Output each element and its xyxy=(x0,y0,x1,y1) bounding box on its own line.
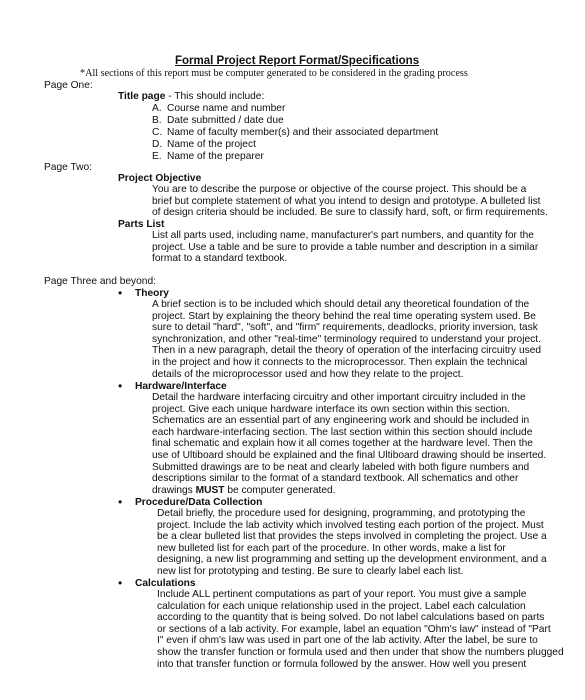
parts-list-body xyxy=(152,230,538,265)
text-line: show the transfer function or formula used and then under that show the numbers plugged xyxy=(157,646,564,658)
text-line: each hardware-interfacing section. The last section within this section should include xyxy=(152,426,533,438)
theory-body xyxy=(152,299,541,380)
calculations-heading: Calculations xyxy=(135,578,196,589)
title-page-item xyxy=(152,151,264,162)
text-line: new list for prototyping and testing. Be sure to clearly label each list. xyxy=(157,565,464,577)
text-line: or sections of a lab activity. For example, label an equation "Ohm's law" instead of "Part xyxy=(157,623,551,635)
text-line: in the project and how it connects to the microprocessor. Then explain the technical xyxy=(152,356,528,368)
text-line: project. Include the lab activity which involved testing each portion of the project. Must xyxy=(157,519,544,531)
page-three-label: Page Three and beyond: xyxy=(44,276,156,287)
text-line: final schematic and explain how it all comes together at the hardware level. Then the xyxy=(152,438,533,450)
document-title: Formal Project Report Format/Specifications xyxy=(175,55,420,67)
text-line: You are to describe the purpose or objective of the course project. This should be a xyxy=(152,184,527,195)
theory-heading: Theory xyxy=(135,288,169,299)
text-line: Detail the hardware interfacing circuitry and other important circuitry included in the xyxy=(152,392,526,403)
text-line: designing, a new list programming and setting up the development environment, and a xyxy=(157,554,547,566)
text-line: Submitted drawings are to be neat and clearly labeled with both figure numbers and xyxy=(152,461,530,473)
item-text: Name of the preparer xyxy=(167,151,264,162)
project-objective-body xyxy=(152,184,548,219)
text-line: new bulleted list for each part of the procedure. In other words, make a list for xyxy=(157,542,506,554)
text-line: Detail briefly, the procedure used for designing, programming, and prototyping the xyxy=(157,508,526,519)
text-line: A brief section is to be included which should detail any theoretical foundation of the xyxy=(152,299,530,310)
bullet-icon: • xyxy=(118,379,123,393)
calculations-body xyxy=(157,589,564,670)
text-line: project. Start by explaining the theory behind the real time operating system used. Be xyxy=(152,310,536,322)
title-page-heading xyxy=(118,91,264,102)
bullet-icon: • xyxy=(118,495,123,509)
item-letter: D. xyxy=(152,139,163,150)
text-line: format to a standard textbook. xyxy=(152,253,288,265)
hardware-interface-heading: Hardware/Interface xyxy=(135,381,227,392)
title-page-item xyxy=(152,139,256,150)
item-text: Name of faculty member(s) and their associated department xyxy=(167,127,439,138)
text-line: of design criteria should be included. Be sure to classify hard, soft, or firm requirements. xyxy=(152,207,548,219)
emphasis-must: MUST xyxy=(195,484,225,496)
text-line: project. Give each unique hardware interface its own section within this section. xyxy=(152,403,510,415)
text-line: project. Use a table and be sure to provide a table number and description in a similar xyxy=(152,241,539,253)
title-page-heading-bold: Title page xyxy=(118,91,166,102)
page-two-label: Page Two: xyxy=(44,162,92,173)
item-letter: E. xyxy=(152,151,162,162)
text-line: Include ALL pertinent computations as part of your report. You must give a sample xyxy=(157,589,527,600)
procedure-heading: Procedure/Data Collection xyxy=(135,497,263,508)
item-text: Course name and number xyxy=(167,103,286,114)
title-page-item xyxy=(152,115,284,126)
text-line: be a clear bulleted list that provides the steps involved in completing the project. Use a xyxy=(157,531,547,543)
text-line: calculation for each unique relationship used in the project. Label each calculation xyxy=(157,600,526,612)
item-text: Date submitted / date due xyxy=(167,115,284,126)
title-page-heading-tail: - This should include: xyxy=(165,91,265,102)
text-line: into that transfer function or formula followed by the answer. How well you present xyxy=(157,658,527,670)
parts-list-heading: Parts List xyxy=(118,219,165,230)
grading-note: *All sections of this report must be computer generated to be considered in the grading process xyxy=(80,68,468,79)
text-line: I" even if ohm's law was used in part one of the lab activity. After the label, be sure to xyxy=(157,635,538,647)
text-line: Then in a new paragraph, detail the theory of operation of the interfacing circuitry used xyxy=(152,345,542,357)
item-letter: B. xyxy=(152,115,162,126)
procedure-body xyxy=(157,508,547,578)
bullet-icon: • xyxy=(118,576,123,590)
text-line: sure to detail "hard", "soft", and "firm" requirements, deadlocks, priority inversion, task xyxy=(152,322,538,334)
title-page-item xyxy=(152,103,285,114)
text-line: synchronization, and other "real-time" terminology required to understand your project. xyxy=(152,333,541,345)
text-line: details of the microprocessor used and how they relate to the project. xyxy=(152,368,464,380)
text-line: Schematics are an essential part of any engineering work and should be included in xyxy=(152,415,530,427)
text-line: brief but complete statement of what you intend to design and prototype. A bulleted list xyxy=(152,195,541,207)
item-text: Name of the project xyxy=(167,139,256,150)
hardware-interface-body xyxy=(152,392,546,496)
item-letter: C. xyxy=(152,127,163,138)
text-line: descriptions similar to the format of a standard textbook. All schematics and other xyxy=(152,473,519,485)
page-one-label: Page One: xyxy=(44,80,93,91)
text-line: List all parts used, including name, manufacturer's part numbers, and quantity for the xyxy=(152,230,534,241)
text-line: according to the quantity that is being solved. Do not label calculations based on parts xyxy=(157,612,545,624)
project-objective-heading: Project Objective xyxy=(118,173,202,184)
title-page-item xyxy=(152,127,438,138)
item-letter: A. xyxy=(152,103,162,114)
text-fragment: be computer generated. xyxy=(224,484,336,496)
text-fragment: drawings xyxy=(152,484,196,496)
bullet-icon: • xyxy=(118,286,123,300)
text-line: use of Ultiboard should be explained and the final Ultiboard drawing should be inserted. xyxy=(152,449,547,461)
text-line xyxy=(152,485,546,497)
